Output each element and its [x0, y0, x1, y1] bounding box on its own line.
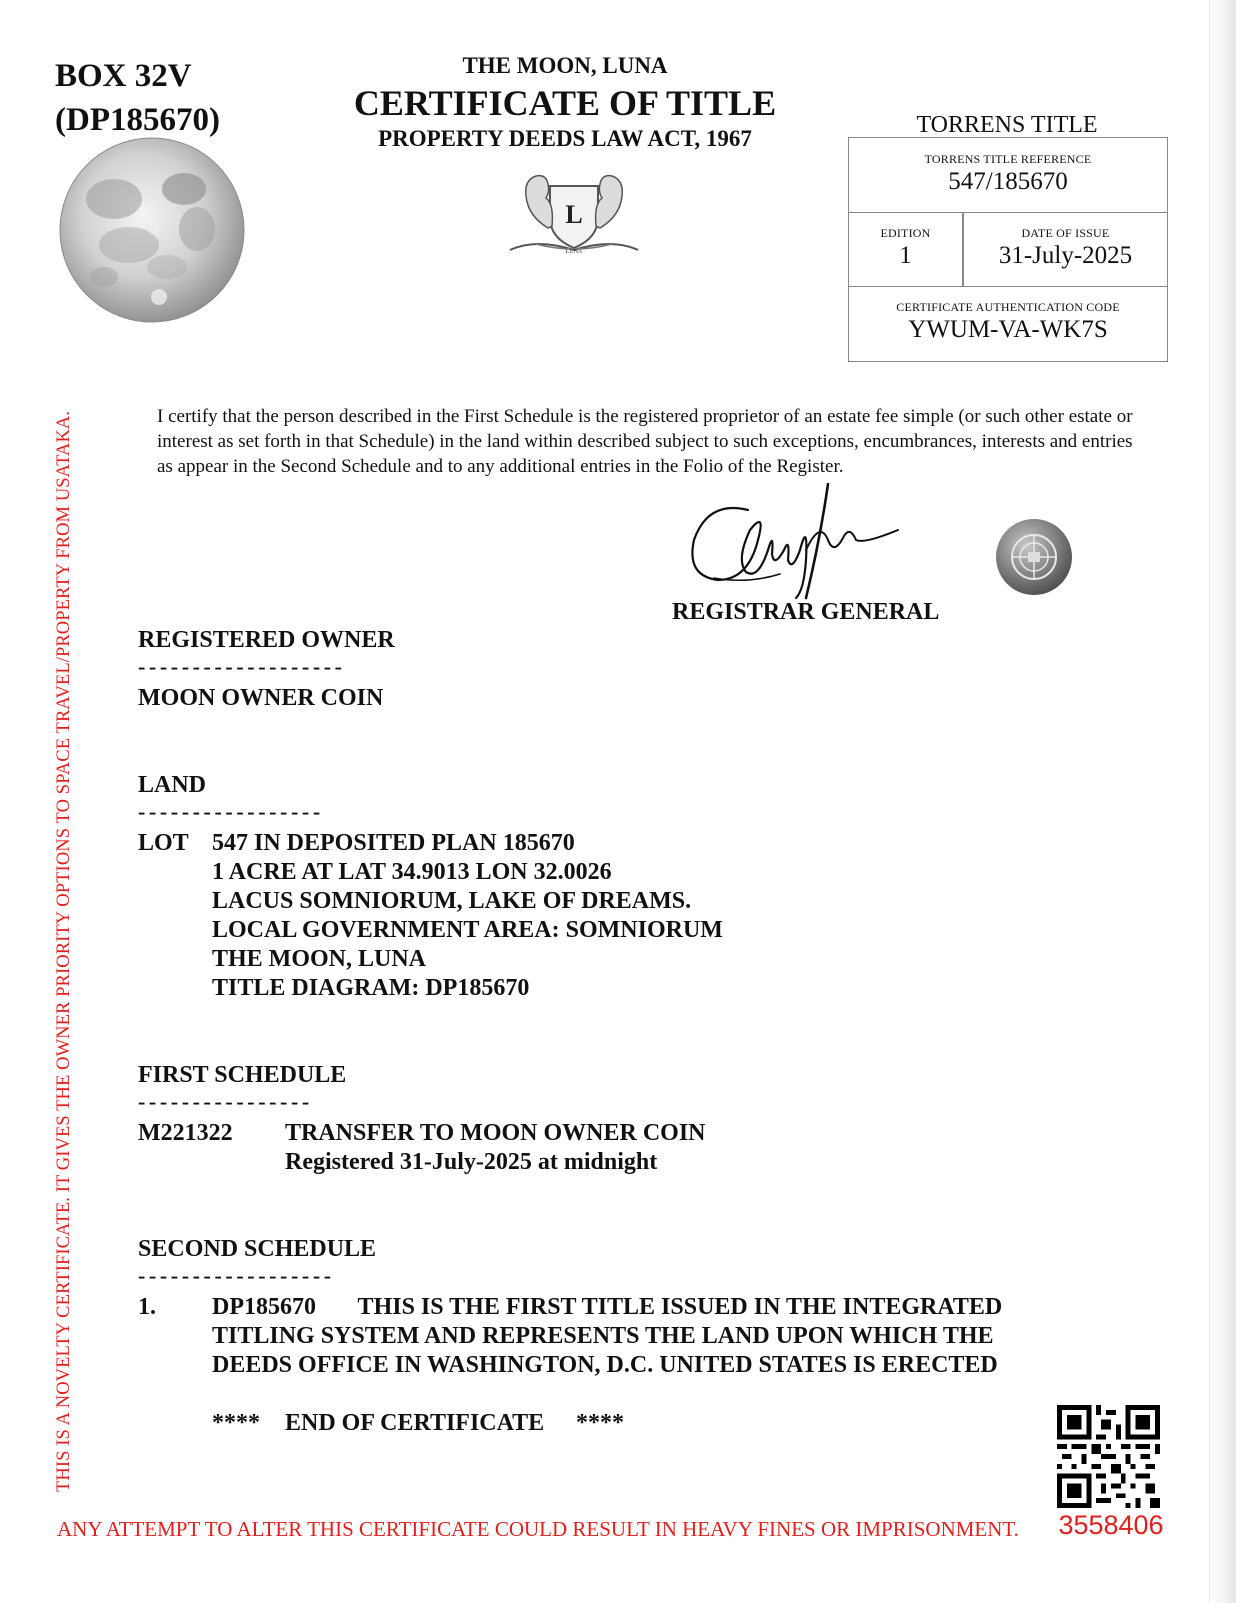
- auth-label: CERTIFICATE AUTHENTICATION CODE: [896, 300, 1120, 314]
- second-schedule-number: 1.: [138, 1294, 156, 1320]
- page-edge-shadow: [1209, 0, 1236, 1603]
- first-schedule-entry: TRANSFER TO MOON OWNER COIN: [285, 1120, 706, 1146]
- second-schedule-heading: SECOND SCHEDULE: [138, 1236, 377, 1262]
- jurisdiction-line: THE MOON, LUNA: [462, 53, 668, 78]
- registrar-title: REGISTRAR GENERAL: [672, 599, 940, 625]
- first-schedule-registered: Registered 31-July-2025 at midnight: [285, 1149, 658, 1175]
- certificate-title: CERTIFICATE OF TITLE: [353, 83, 777, 123]
- end-stars-right: ****: [576, 1410, 624, 1436]
- land-line: 1 ACRE AT LAT 34.9013 LON 32.0026: [212, 859, 612, 885]
- second-schedule-line: DP185670 THIS IS THE FIRST TITLE ISSUED IN THE INTEGRATED: [212, 1294, 1003, 1320]
- serial-number: 3558406: [1058, 1510, 1164, 1540]
- land-divider: -----------------: [138, 799, 324, 824]
- certification-statement: I certify that the person described in the First Schedule is the registered proprietor of an estate fee simple (or such other estate or interest as set forth in that Schedule) in the land within described subject to such exceptions, encumbrances, interests and entries as appear in the Second Schedule and to any additional entries in the Folio of the Register.: [157, 406, 1133, 477]
- auth-code: YWUM-VA-WK7S: [908, 316, 1108, 343]
- second-schedule-line: DEEDS OFFICE IN WASHINGTON, D.C. UNITED STATES IS ERECTED: [212, 1352, 998, 1378]
- date-value: 31-July-2025: [998, 242, 1133, 269]
- second-schedule-line: TITLING SYSTEM AND REPRESENTS THE LAND UPON WHICH THE: [212, 1323, 994, 1349]
- qr-code-icon: [1057, 1405, 1160, 1508]
- land-line: TITLE DIAGRAM: DP185670: [212, 975, 530, 1001]
- date-label: DATE OF ISSUE: [1021, 226, 1110, 240]
- lion-crest-icon: [506, 166, 642, 256]
- land-line: 547 IN DEPOSITED PLAN 185670: [212, 830, 575, 856]
- owner-heading: REGISTERED OWNER: [138, 627, 395, 653]
- end-stars-left: ****: [212, 1410, 260, 1436]
- moon-image: [59, 137, 245, 323]
- box-plan: (DP185670): [55, 102, 220, 138]
- end-of-certificate: END OF CERTIFICATE: [285, 1410, 545, 1436]
- second-schedule-divider: ------------------: [138, 1263, 335, 1288]
- first-schedule-divider: ----------------: [138, 1089, 313, 1114]
- reference-label: TORRENS TITLE REFERENCE: [924, 152, 1092, 166]
- edition-value: 1: [899, 242, 912, 269]
- owner-divider: -------------------: [138, 654, 346, 679]
- alteration-warning: ANY ATTEMPT TO ALTER THIS CERTIFICATE COULD RESULT IN HEAVY FINES OR IMPRISONMENT.: [57, 1517, 1019, 1541]
- land-line: LOCAL GOVERNMENT AREA: SOMNIORUM: [212, 917, 723, 943]
- reference-value: 547/185670: [948, 168, 1068, 195]
- box-divider: [962, 212, 964, 286]
- land-heading: LAND: [138, 772, 207, 798]
- first-schedule-heading: FIRST SCHEDULE: [138, 1062, 347, 1088]
- lot-label: LOT: [138, 830, 189, 856]
- auth-row: [849, 286, 1167, 361]
- crest-letter: L: [565, 200, 583, 229]
- box-identifier: [55, 54, 220, 142]
- act-line: PROPERTY DEEDS LAW ACT, 1967: [378, 126, 752, 151]
- reference-row: [849, 138, 1167, 213]
- land-line: LACUS SOMNIORUM, LAKE OF DREAMS.: [212, 888, 692, 914]
- owner-name: MOON OWNER COIN: [138, 685, 384, 711]
- crest-banner: LUNA: [565, 249, 583, 255]
- seal-icon: [994, 517, 1074, 597]
- edition-date-row: [849, 212, 1167, 287]
- edition-label: EDITION: [880, 226, 931, 240]
- land-line: THE MOON, LUNA: [212, 946, 427, 972]
- torrens-title-heading: TORRENS TITLE: [916, 112, 1098, 138]
- first-schedule-code: M221322: [138, 1120, 233, 1146]
- registrar-signature: [688, 480, 908, 600]
- torrens-title-box: [848, 137, 1168, 362]
- side-novelty-notice: THIS IS A NOVELTY CERTIFICATE. IT GIVES THE OWNER PRIORITY OPTIONS TO SPACE TRAVEL/PROPERTY FROM USATAKA.: [54, 410, 74, 1492]
- box-number: BOX 32V: [55, 58, 192, 94]
